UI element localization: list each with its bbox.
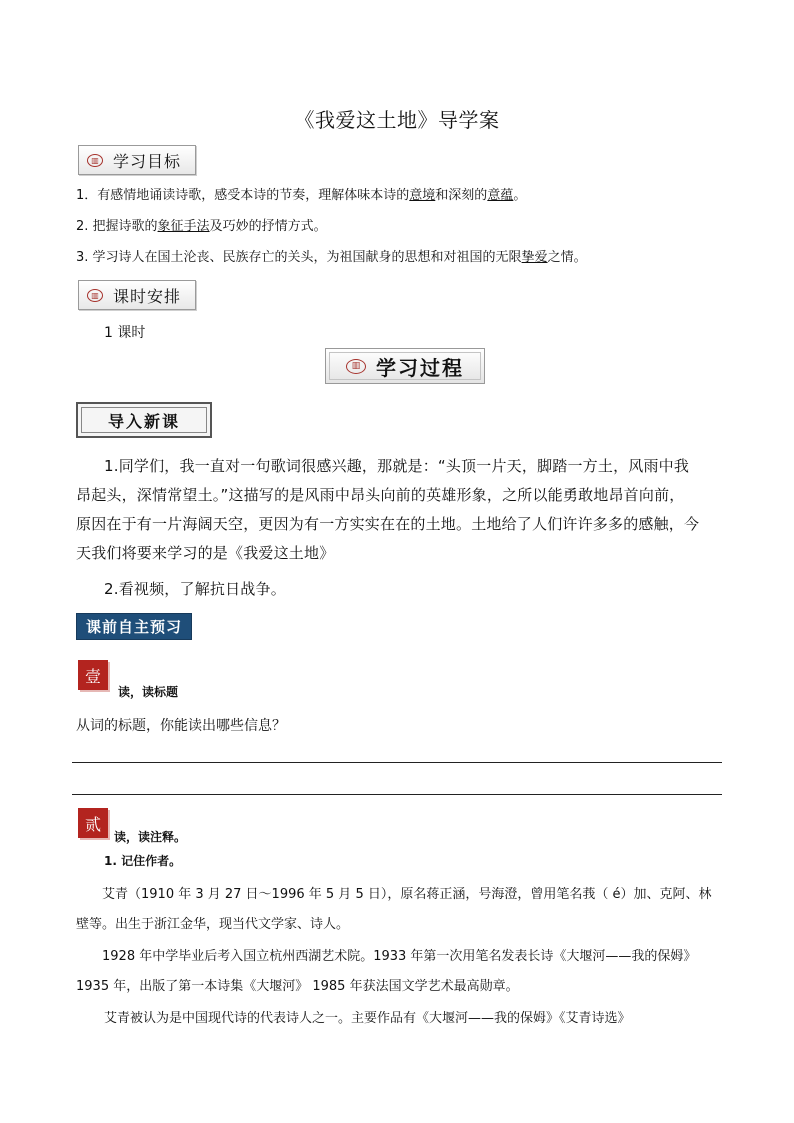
schedule-value: 1 课时: [104, 325, 146, 341]
seal-two: 贰: [78, 808, 108, 838]
goals-header-label: 学习目标: [113, 151, 182, 171]
new-lesson-header-label: 导入新课: [107, 411, 180, 431]
process-header: [325, 348, 485, 384]
page-title: 《我爱这土地》导学案: [294, 108, 500, 132]
schedule-header-label: 课时安排: [113, 286, 182, 306]
goals-header: [78, 145, 196, 175]
section-two-title: 读，读注释。: [114, 830, 187, 844]
answer-line: [72, 794, 722, 795]
goal-item: 3. 学习诗人在国土沦丧、民族存亡的关头，为祖国献身的思想和对祖国的无限挚爱之情。: [76, 250, 587, 265]
book-icon: ▥: [346, 359, 366, 374]
author-history: 1928 年中学毕业后考入国立杭州西湖艺术院。1933 年第一次用笔名发表长诗《大堰河——我的保姆》 1935 年，出版了第一本诗集《大堰河》 1985 年获法国文学艺术最高勋章。: [76, 949, 697, 994]
new-lesson-paragraph-2: 2.看视频，了解抗日战争。: [104, 580, 286, 598]
preview-header: 课前自主预习: [76, 613, 192, 640]
goal-item: 1．有感情地诵读诗歌，感受本诗的节奏，理解体味本诗的意境和深刻的意蕴。: [76, 188, 527, 203]
book-icon: ▥: [87, 154, 103, 167]
section-one-question: 从词的标题，你能读出哪些信息？: [76, 718, 286, 734]
goal-item: 2. 把握诗歌的象征手法及巧妙的抒情方式。: [76, 219, 327, 234]
new-lesson-paragraph-1: 1.同学们，我一直对一句歌词很感兴趣，那就是：“头顶一片天，脚踏一方土，风雨中我 昂起头，深情常望土。”这描写的是风雨中昂头向前的英雄形象，之所以能勇敢地昂首向前， 原因在于有一片海阔天空，更因为有一方实实在在的土地。土地给了人们许许多多的感触，今 天我们将要来学习的是《我爱这土地》: [76, 457, 700, 562]
book-icon: ▥: [87, 289, 103, 302]
new-lesson-header: [76, 402, 212, 438]
seal-one: 壹: [78, 660, 108, 690]
author-bio: 艾青（1910 年 3 月 27 日～1996 年 5 月 5 日），原名蒋正涵，号海澄，曾用笔名莪（ é）加、克阿、林 壁等。出生于浙江金华，现当代文学家、诗人。: [76, 887, 712, 932]
section-two-subtitle: 1. 记住作者。: [104, 854, 182, 868]
answer-line: [72, 762, 722, 763]
process-header-label: 学习过程: [376, 355, 464, 380]
author-works: 艾青被认为是中国现代诗的代表诗人之一。主要作品有《大堰河——我的保姆》《艾青诗选》: [104, 1011, 631, 1026]
section-one-title: 读，读标题: [118, 685, 179, 699]
schedule-header: [78, 280, 196, 310]
